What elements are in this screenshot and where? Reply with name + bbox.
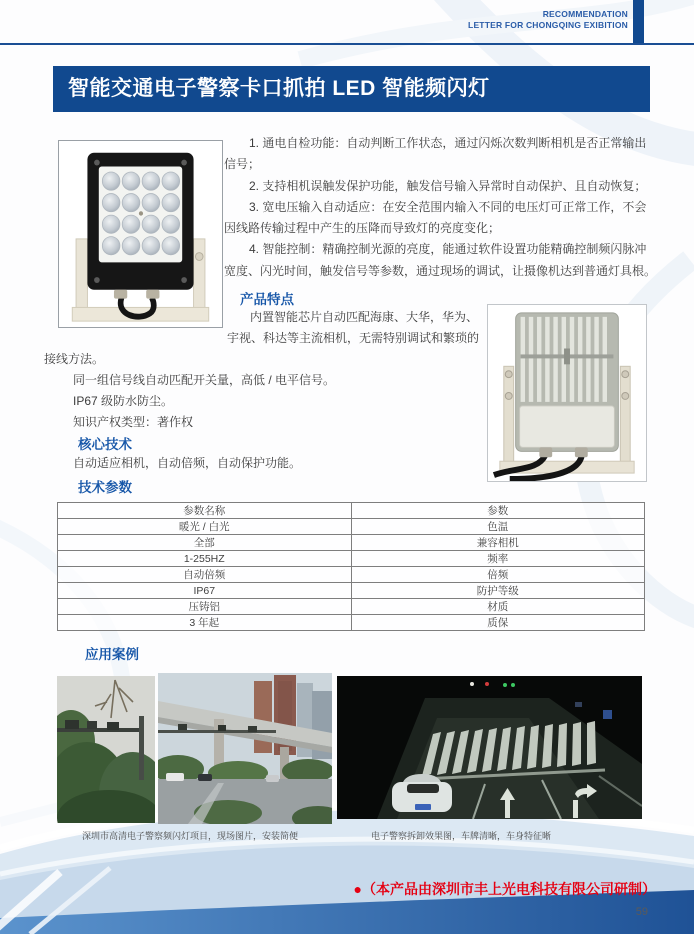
corner-accent-bar <box>633 0 644 44</box>
table-row <box>58 535 645 551</box>
param-name-cell: 参数名称 <box>58 503 352 519</box>
case-photo-installation-trees <box>57 676 155 823</box>
heading-product-features: 产品特点 <box>240 292 294 307</box>
manufacturer-note: ●（本产品由深圳市丰上光电科技有限公司研制） <box>353 881 656 897</box>
top-rule <box>0 43 694 45</box>
core-tech-body: 自动适应相机，自动倍频，自动保护功能。 <box>73 456 302 470</box>
table-row <box>58 599 645 615</box>
param-value-cell: 色温 <box>351 519 645 535</box>
intro-line: 2. 支持相机误触发保护功能，触发信号输入异常时自动保护、且自动恢复； <box>249 178 647 193</box>
heading-tech-params: 技术参数 <box>78 480 132 495</box>
case-photo-viaduct-street <box>158 673 332 824</box>
param-value-cell: 兼容相机 <box>351 535 645 551</box>
param-name-cell: 1-255HZ <box>58 551 352 567</box>
param-name-cell: IP67 <box>58 583 352 599</box>
product-photo-back <box>487 304 647 482</box>
param-value-cell: 倍频 <box>351 567 645 583</box>
table-row <box>58 583 645 599</box>
intro-paragraphs <box>224 133 664 282</box>
caption-right: 电子警察拆卸效果图，车牌清晰，车身特征晰 <box>370 831 551 841</box>
features-line: 内置智能芯片自动匹配海康、大华，华为、 <box>250 310 479 324</box>
param-name-cell: 暖光 / 白光 <box>58 519 352 535</box>
features-line: 宇视、科达等主流相机，无需特别调试和繁琐的 <box>227 331 480 345</box>
spec-line: 知识产权类型：著作权 <box>73 415 194 429</box>
page-number: 59 <box>635 906 648 918</box>
param-name-cell: 3 年起 <box>58 615 352 631</box>
table-row <box>58 567 645 583</box>
heading-application-cases: 应用案例 <box>85 647 139 662</box>
led-floodlight-back-illustration <box>488 305 646 481</box>
spec-line: IP67 级防水防尘。 <box>73 394 174 408</box>
corner-label <box>468 9 628 31</box>
param-value-cell: 质保 <box>351 615 645 631</box>
led-floodlight-front-illustration <box>59 141 222 327</box>
param-name-cell: 全部 <box>58 535 352 551</box>
features-line: 接线方法。 <box>44 352 105 366</box>
caption-left: 深圳市高清电子警察频闪灯项目，现场图片，安装简便 <box>81 831 298 841</box>
table-row <box>58 503 645 519</box>
intro-line: 信号； <box>224 157 261 172</box>
corner-label-line1: RECOMMENDATION <box>542 9 628 19</box>
param-name-cell: 压铸铝 <box>58 599 352 615</box>
intro-line: 1. 通电自检功能：自动判断工作状态，通过闪烁次数判断相机是否正常输出 <box>249 136 647 150</box>
param-value-cell: 参数 <box>351 503 645 519</box>
case-photo-night-crosswalk <box>337 676 642 819</box>
intro-line: 3. 宽电压输入自动适应：在安全范围内输入不同的电压灯可正常工作，不会 <box>249 199 647 214</box>
heading-core-tech: 核心技术 <box>78 437 132 452</box>
page-title: 智能交通电子警察卡口抓拍 LED 智能频闪灯 <box>53 66 650 112</box>
param-value-cell: 防护等级 <box>351 583 645 599</box>
intro-line: 4. 智能控制：精确控制光源的亮度，能通过软件设置功能精确控制频闪脉冲 <box>249 242 647 257</box>
intro-line: 宽度、闪光时间，触发信号等参数，通过现场的调试，让摄像机达到普通灯具根。 <box>224 263 657 278</box>
intro-line: 因线路传输过程中产生的压降而导致灯的亮度变化； <box>224 221 501 236</box>
param-value-cell: 频率 <box>351 551 645 567</box>
spec-line: 同一组信号线自动匹配开关量，高低 / 电平信号。 <box>73 373 336 387</box>
table-row <box>58 615 645 631</box>
table-row <box>58 551 645 567</box>
tech-params-table <box>57 502 645 631</box>
table-row <box>58 519 645 535</box>
param-value-cell: 材质 <box>351 599 645 615</box>
corner-label-line2: LETTER FOR CHONGQING EXIBITION <box>468 20 628 30</box>
product-photo-front <box>58 140 223 328</box>
param-name-cell: 自动倍频 <box>58 567 352 583</box>
